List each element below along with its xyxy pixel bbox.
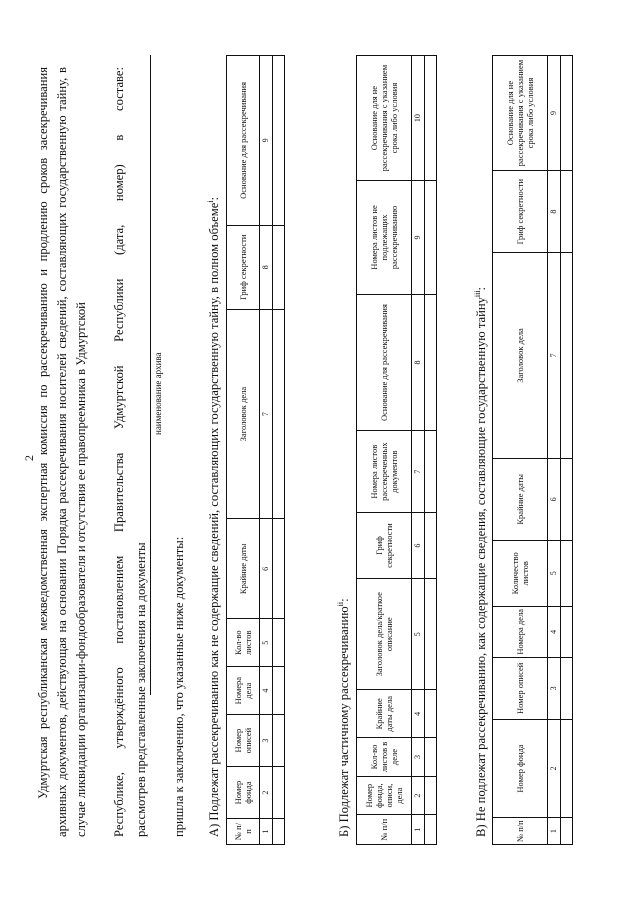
column-number: 1 (412, 815, 425, 845)
section-c-table (492, 55, 573, 845)
column-header: Номер фонда (227, 767, 260, 819)
intro-last-line (110, 67, 129, 837)
section-a-title: А) Подлежат рассекречиванию как не содержащие сведений, составляющих государственную тайну, в полном объеме$^i$: (206, 196, 222, 837)
empty-cell (561, 658, 573, 720)
empty-cell (561, 253, 573, 458)
column-header: Номер описей (227, 715, 260, 767)
empty-cell (273, 56, 285, 226)
empty-cell (425, 181, 437, 295)
archive-name-caption: наименование архива (153, 352, 163, 435)
archive-name-underline (150, 55, 151, 695)
column-header: Гриф секретности (493, 171, 548, 253)
empty-cell (273, 715, 285, 767)
section-b-number-row (412, 56, 425, 845)
section-a-header-row (227, 56, 260, 845)
empty-cell (273, 819, 285, 845)
column-number: 8 (548, 171, 561, 253)
column-number: 9 (412, 181, 425, 295)
section-a-empty-row (273, 56, 285, 845)
conclusion-line: пришла к заключению, что указанные ниже документы: (172, 536, 186, 837)
column-number: 5 (548, 540, 561, 606)
column-header: Номер фонда (493, 719, 548, 818)
column-number: 8 (412, 294, 425, 430)
column-header: Заголовок дела/краткое описание (357, 579, 412, 690)
column-number: 6 (412, 513, 425, 579)
empty-cell (561, 56, 573, 171)
empty-cell (273, 309, 285, 519)
column-header: Гриф секретности (227, 225, 260, 309)
intro-last-line-word: (дата, (112, 224, 126, 255)
column-header: Гриф секретности (357, 513, 412, 579)
section-a-table (226, 55, 285, 845)
section-c-empty-row (561, 56, 573, 845)
empty-cell (425, 815, 437, 845)
intro-last-line-word: Республики (112, 278, 126, 342)
column-header: Основание для рассекречивания (227, 56, 260, 226)
empty-cell (425, 294, 437, 430)
intro-last-line-word: составе: (112, 67, 126, 111)
column-header: Заголовок дела (227, 309, 260, 519)
empty-cell (561, 719, 573, 818)
empty-cell (273, 767, 285, 819)
column-header: Номер фонда, описи, дела (357, 776, 412, 815)
column-header: № п/п (493, 818, 548, 845)
empty-cell (273, 519, 285, 619)
section-b-header-row (357, 56, 412, 845)
empty-cell (425, 431, 437, 513)
column-header: Основание для не рассекречивания с указанием срока либо условия (493, 56, 548, 171)
empty-cell (561, 818, 573, 845)
empty-cell (425, 776, 437, 815)
column-number: 6 (548, 458, 561, 540)
section-a-number-row (260, 56, 273, 845)
empty-cell (561, 458, 573, 540)
section-b-table (356, 55, 437, 845)
empty-cell (273, 667, 285, 715)
column-number: 9 (260, 56, 273, 226)
empty-cell (561, 540, 573, 606)
column-header: Основание для не рассекречивания с указанием срока либо условия (357, 56, 412, 181)
column-header: Крайние даты (493, 458, 548, 540)
column-number: 3 (548, 658, 561, 720)
reviewed-line: рассмотрев представленные заключения на документы (134, 542, 148, 837)
column-number: 1 (260, 819, 273, 845)
column-number: 3 (412, 738, 425, 777)
empty-cell (273, 225, 285, 309)
column-header: Количество листов (493, 540, 548, 606)
empty-cell (273, 619, 285, 667)
column-number: 7 (260, 309, 273, 519)
column-number: 7 (412, 431, 425, 513)
column-header: № п/п (227, 819, 260, 845)
column-header: Номер описей (493, 658, 548, 720)
empty-cell (425, 690, 437, 738)
column-header: Кол-во листов (227, 619, 260, 667)
column-number: 5 (412, 579, 425, 690)
column-header: Номера листов не подлежащих рассекречиванию (357, 181, 412, 295)
section-c-number-row (548, 56, 561, 845)
intro-last-line-word: постановлением (112, 555, 126, 644)
page-number: 2 (22, 455, 36, 461)
column-number: 4 (548, 606, 561, 657)
section-b-empty-row (425, 56, 437, 845)
column-number: 8 (260, 225, 273, 309)
section-b-title: Б) Подлежат частичному рассекречиванию$^{ii}$: (336, 598, 352, 837)
column-number: 2 (548, 719, 561, 818)
empty-cell (425, 513, 437, 579)
column-number: 7 (548, 253, 561, 458)
column-number: 4 (260, 667, 273, 715)
column-header: Заголовок дела (493, 253, 548, 458)
intro-last-line-word: Удмуртской (112, 365, 126, 430)
empty-cell (561, 171, 573, 253)
column-header: Крайние даты (227, 519, 260, 619)
column-header: Номера листов рассекреченных документов (357, 431, 412, 513)
column-number: 2 (412, 776, 425, 815)
empty-cell (425, 579, 437, 690)
section-c-title: В) Не подлежат рассекречиванию, как содержащие сведения, составляющие государственную тайну$^{iii}$: (473, 286, 489, 837)
column-number: 4 (412, 690, 425, 738)
column-header: № п/п (357, 815, 412, 845)
intro-last-line-word: утверждённого (112, 667, 126, 749)
intro-paragraph: Удмуртская республиканская межведомственная экспертная комиссия по рассекречиванию и продлению сроков засекречивания архивных документов, действующая на основании Порядка рассекречивания носителей сведений, составляющих государственную тайну, в случае ликвидации организации-фондообразователя и отсутствия ее правопреемника в Удмуртской (36, 67, 88, 837)
section-c-header-row (493, 56, 548, 845)
column-number: 1 (548, 818, 561, 845)
column-number: 6 (260, 519, 273, 619)
empty-cell (425, 56, 437, 181)
column-number: 2 (260, 767, 273, 819)
column-header: Кол-во листов в деле (357, 738, 412, 777)
column-header: Номера дела (227, 667, 260, 715)
empty-cell (561, 606, 573, 657)
column-number: 10 (412, 56, 425, 181)
intro-last-line-word: в (112, 134, 126, 141)
intro-last-line-word: Республике, (112, 772, 126, 837)
column-number: 9 (548, 56, 561, 171)
column-header: Крайние даты дела (357, 690, 412, 738)
column-header: Номера дела (493, 606, 548, 657)
column-number: 3 (260, 715, 273, 767)
column-header: Основание для рассекречивания (357, 294, 412, 430)
intro-last-line-word: номер) (112, 164, 126, 202)
empty-cell (425, 738, 437, 777)
column-number: 5 (260, 619, 273, 667)
intro-last-line-word: Правительства (112, 452, 126, 533)
